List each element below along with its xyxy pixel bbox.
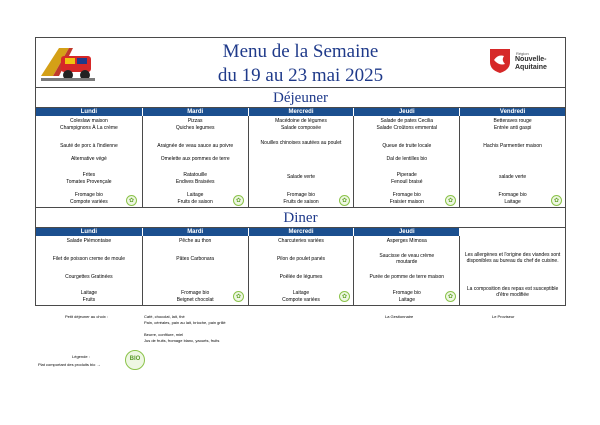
dish: Fruits de saison xyxy=(177,199,213,205)
region-logo-name: Nouvelle-Aquitaine xyxy=(515,56,547,71)
dish: Poêlée de légumes xyxy=(279,274,323,280)
dish: Sauté de porc à l'indienne xyxy=(60,143,118,149)
dish: Dal de lentilles bio xyxy=(386,156,428,162)
dish: Entrée anti gaspi xyxy=(493,125,532,131)
bio-icon xyxy=(551,195,562,206)
dish: Nouilles chinoises sautées au poulet xyxy=(260,140,342,146)
gestionnaire-signature: La Gestionnaire xyxy=(385,314,414,319)
dish: Frites xyxy=(82,172,96,178)
lunch-day-lundi: Lundi xyxy=(36,108,142,116)
dinner-day-headers xyxy=(36,228,565,236)
breakfast-item: Jus de fruits, fromage blanc, yaourts, fruits xyxy=(144,338,220,343)
menu-sheet xyxy=(35,37,566,306)
lunch-section xyxy=(35,88,566,208)
lunch-col-jeudi xyxy=(353,116,459,207)
dish: Laitage xyxy=(504,199,521,205)
dish: Pâtes Carbonara xyxy=(176,256,215,262)
dish: Laitage xyxy=(80,290,98,296)
dish: Alternative végé xyxy=(70,156,107,162)
dish: Laitage xyxy=(186,192,204,198)
dinner-col-mardi xyxy=(142,236,248,305)
bio-icon xyxy=(339,291,350,302)
breakfast-item: Café, chocolat, lait, thé xyxy=(144,314,185,319)
dish: Filet de poisson creme de moule xyxy=(52,256,126,262)
dish: Hachis Parmentier maison xyxy=(483,143,542,149)
proviseur-signature: Le Proviseur xyxy=(492,314,515,319)
legend-bio-badge: BIO xyxy=(129,356,141,362)
menu-title: Menu de la Semaine xyxy=(222,41,379,62)
dish: Queue de truite locale xyxy=(382,143,432,149)
dinner-section xyxy=(35,208,566,306)
region-shield-icon xyxy=(489,48,511,74)
legend-bio-icon xyxy=(125,350,145,370)
dish: Ratatouille xyxy=(183,172,208,178)
dish: Pizzas xyxy=(187,118,203,124)
dinner-col-jeudi xyxy=(353,236,459,305)
dish: Fruits xyxy=(82,297,96,303)
dish: Pilon de poulet panés xyxy=(276,256,326,262)
dish: salade verte xyxy=(498,174,527,180)
dinner-day-lundi: Lundi xyxy=(36,228,142,236)
dinner-day-mardi: Mardi xyxy=(142,228,248,236)
dish: Laitage xyxy=(292,290,310,296)
bio-icon xyxy=(445,291,456,302)
lunch-day-vendredi: Vendredi xyxy=(459,108,565,116)
legend-title: Légende : xyxy=(72,354,90,359)
dinner-day-jeudi: Jeudi xyxy=(353,228,459,236)
dish: Fromage bio xyxy=(74,192,103,198)
dish: Beignet chocolat xyxy=(176,297,214,303)
breakfast-label: Petit déjeuner au choix : xyxy=(65,314,108,319)
dish: Endives Braisées xyxy=(175,179,215,185)
dish: Macédoine de légumes xyxy=(275,118,327,124)
dish: Fruits de saison xyxy=(283,199,319,205)
dish: Laitage xyxy=(398,297,415,303)
dish: Compote variées xyxy=(282,297,320,303)
composition-note: La composition des repas est susceptible d'être modifiée xyxy=(466,286,559,298)
dish: Fromage bio xyxy=(498,192,527,198)
dish: Fraisier maison xyxy=(389,199,424,205)
lunch-col-mercredi xyxy=(248,116,354,207)
region-logo xyxy=(489,43,557,81)
dish: Champignons À La crème xyxy=(59,125,118,131)
dish: Fenouil braisé xyxy=(391,179,423,185)
dish: Salade composée xyxy=(280,125,321,131)
lunch-col-mardi xyxy=(142,116,248,207)
bio-icon xyxy=(445,195,456,206)
dish: Salade Croûtons emmental xyxy=(376,125,438,131)
dinner-dishes xyxy=(36,236,565,305)
dinner-day-empty xyxy=(459,228,565,236)
dish: Charcuteries variées xyxy=(278,238,324,244)
dinner-col-lundi xyxy=(36,236,142,305)
dish: Coleslaw maison xyxy=(70,118,108,124)
dish: Asperges Mimosa xyxy=(386,238,427,244)
menu-header xyxy=(35,37,566,88)
bio-icon xyxy=(339,195,350,206)
lunch-col-vendredi xyxy=(459,116,565,207)
dish: Purée de pomme de terre maison xyxy=(369,274,445,280)
allergen-note: Les allergènes et l'origine des viandes sont disponibles au bureau du chef de cuisine. xyxy=(464,252,561,264)
dish: Courgettes Gratinées xyxy=(65,274,113,280)
bio-icon xyxy=(126,195,137,206)
lunch-day-jeudi: Jeudi xyxy=(353,108,459,116)
dish: Piperade xyxy=(396,172,417,178)
lunch-dishes xyxy=(36,116,565,207)
dish: Pêche au thon xyxy=(179,238,212,244)
bio-icon xyxy=(233,291,244,302)
breakfast-item: Pain, céréales, pain au lait, brioche, pain grillé xyxy=(144,320,226,325)
dish: Quiches legumes xyxy=(175,125,215,131)
dinner-col-mercredi xyxy=(248,236,354,305)
legend-text: Plat comportant des produits bio → xyxy=(38,362,101,367)
dish: Compote variées xyxy=(70,199,108,205)
dish: Salade de pates Cecilia xyxy=(380,118,434,124)
lunch-day-mardi: Mardi xyxy=(142,108,248,116)
dish: Salade Piémontaise xyxy=(66,238,112,244)
bio-icon xyxy=(233,195,244,206)
dish: Araignée de veau sauce au poivre xyxy=(157,143,234,149)
dinner-col-notes xyxy=(459,236,565,305)
dish: Betteraves rouge xyxy=(493,118,532,124)
dish: Fromage bio xyxy=(181,290,210,296)
dish: Tomates Provençale xyxy=(66,179,112,185)
dinner-day-mercredi: Mercredi xyxy=(248,228,354,236)
dish: Fromage bio xyxy=(286,192,316,198)
dish: Omelette aux pommes de terre xyxy=(160,156,230,162)
dish: Saucisse de veau crème moutarde xyxy=(379,253,435,265)
lunch-day-headers xyxy=(36,108,565,116)
dish: Salade verte xyxy=(286,174,316,180)
dish: Fromage bio xyxy=(392,290,421,296)
region-logo-small: Région xyxy=(516,51,529,56)
lunch-col-lundi xyxy=(36,116,142,207)
menu-dates: du 19 au 23 mai 2025 xyxy=(217,65,384,86)
lunch-day-mercredi: Mercredi xyxy=(248,108,354,116)
breakfast-item: Beurre, confiture, miel xyxy=(144,332,184,337)
dinner-title: Diner xyxy=(36,208,565,228)
school-logo xyxy=(39,42,97,84)
lunch-title: Déjeuner xyxy=(36,88,565,108)
dish: Fromage bio xyxy=(392,192,421,198)
